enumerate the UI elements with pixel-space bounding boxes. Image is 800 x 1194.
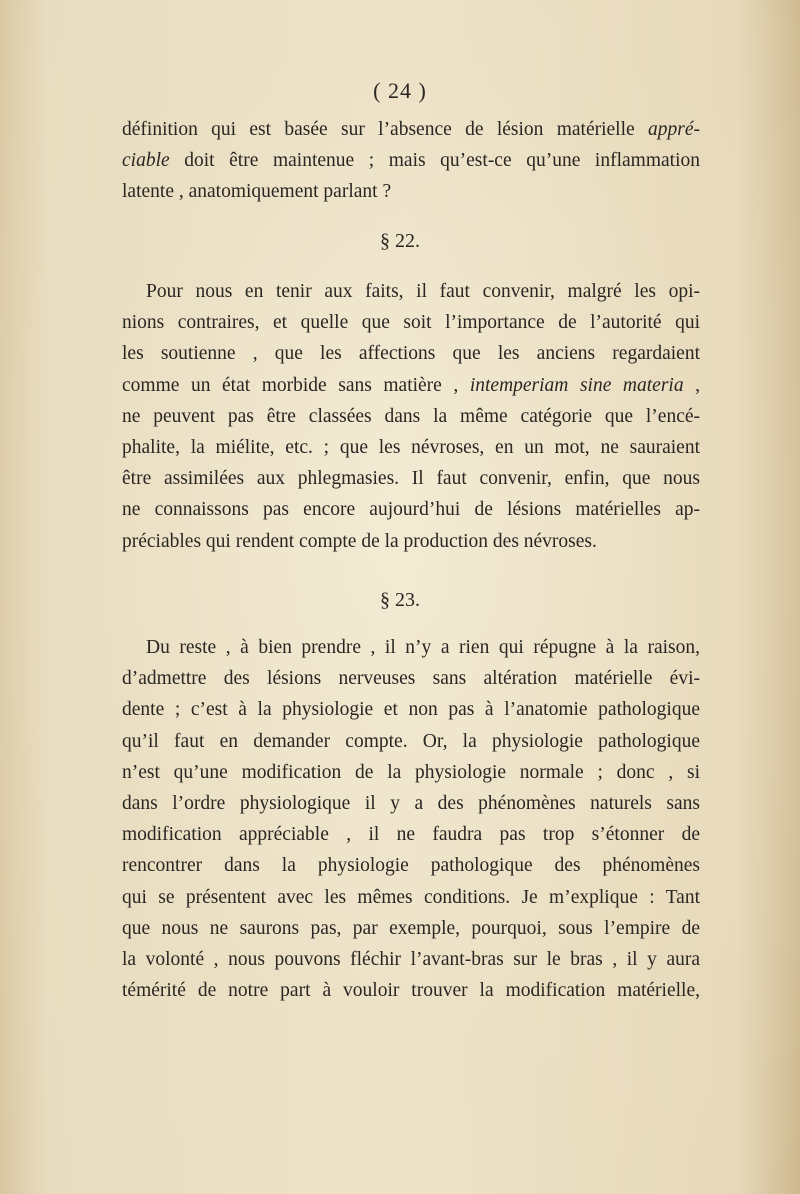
text-line: ciable doit être maintenue ; mais qu’est-ce qu’une inflammation [122,150,700,172]
text-line: latente , anatomiquement parlant ? [122,181,392,203]
text-line: les soutienne , que les affections que les anciens regardaient [122,343,700,365]
text-line: définition qui est basée sur l’absence de lésion matérielle appré- [122,119,700,140]
text-line: nions contraires, et quelle que soit l’importance de l’autorité qui [122,312,700,334]
text-line: d’admettre des lésions nerveuses sans altération matérielle évi- [122,668,700,690]
text-line: rencontrer dans la physiologie pathologique des phénomènes [122,855,700,877]
text-line: n’est qu’une modification de la physiologie normale ; donc , si [122,761,700,783]
text-line: Pour nous en tenir aux faits, il faut convenir, malgré les opi- [146,281,700,302]
text-line: préciables qui rendent compte de la production des névroses. [122,530,597,552]
text-line: dente ; c’est à la physiologie et non pas à l’anatomie pathologique [122,699,700,721]
page-number: ( 24 ) [373,78,427,103]
text-line: Du reste , à bien prendre , il n’y a rien qui répugne à la raison, [146,637,700,658]
text-line: ne peuvent pas être classées dans la même catégorie que l’encé- [122,405,700,427]
text-line: qu’il faut en demander compte. Or, la physiologie pathologique [122,730,700,752]
paragraph-section-23 [122,632,700,1006]
section-heading-22: § 22. [380,230,420,252]
text-line: qui se présentent avec les mêmes conditions. Je m’explique : Tant [122,886,700,908]
text-line: modification appréciable , il ne faudra pas trop s’étonner de [122,824,700,846]
text-line: dans l’ordre physiologique il y a des phénomènes naturels sans [122,792,700,814]
paragraph-continuation [122,114,700,208]
text-line: que nous ne saurons pas, par exemple, pourquoi, sous l’empire de [122,917,700,939]
text-line: la volonté , nous pouvons fléchir l’avant-bras sur le bras , il y aura [122,948,700,970]
text-line: ne connaissons pas encore aujourd’hui de lésions matérielles ap- [122,499,700,521]
section-heading-23: § 23. [380,589,420,611]
text-line: témérité de notre part à vouloir trouver la modification matérielle, [122,980,700,1002]
text-line: être assimilées aux phlegmasies. Il faut convenir, enfin, que nous [122,468,700,490]
text-line: comme un état morbide sans matière , intemperiam sine materia , [122,374,701,396]
text-line: phalite, la miélite, etc. ; que les névroses, en un mot, ne sauraient [122,436,700,458]
paragraph-section-22 [122,276,700,557]
